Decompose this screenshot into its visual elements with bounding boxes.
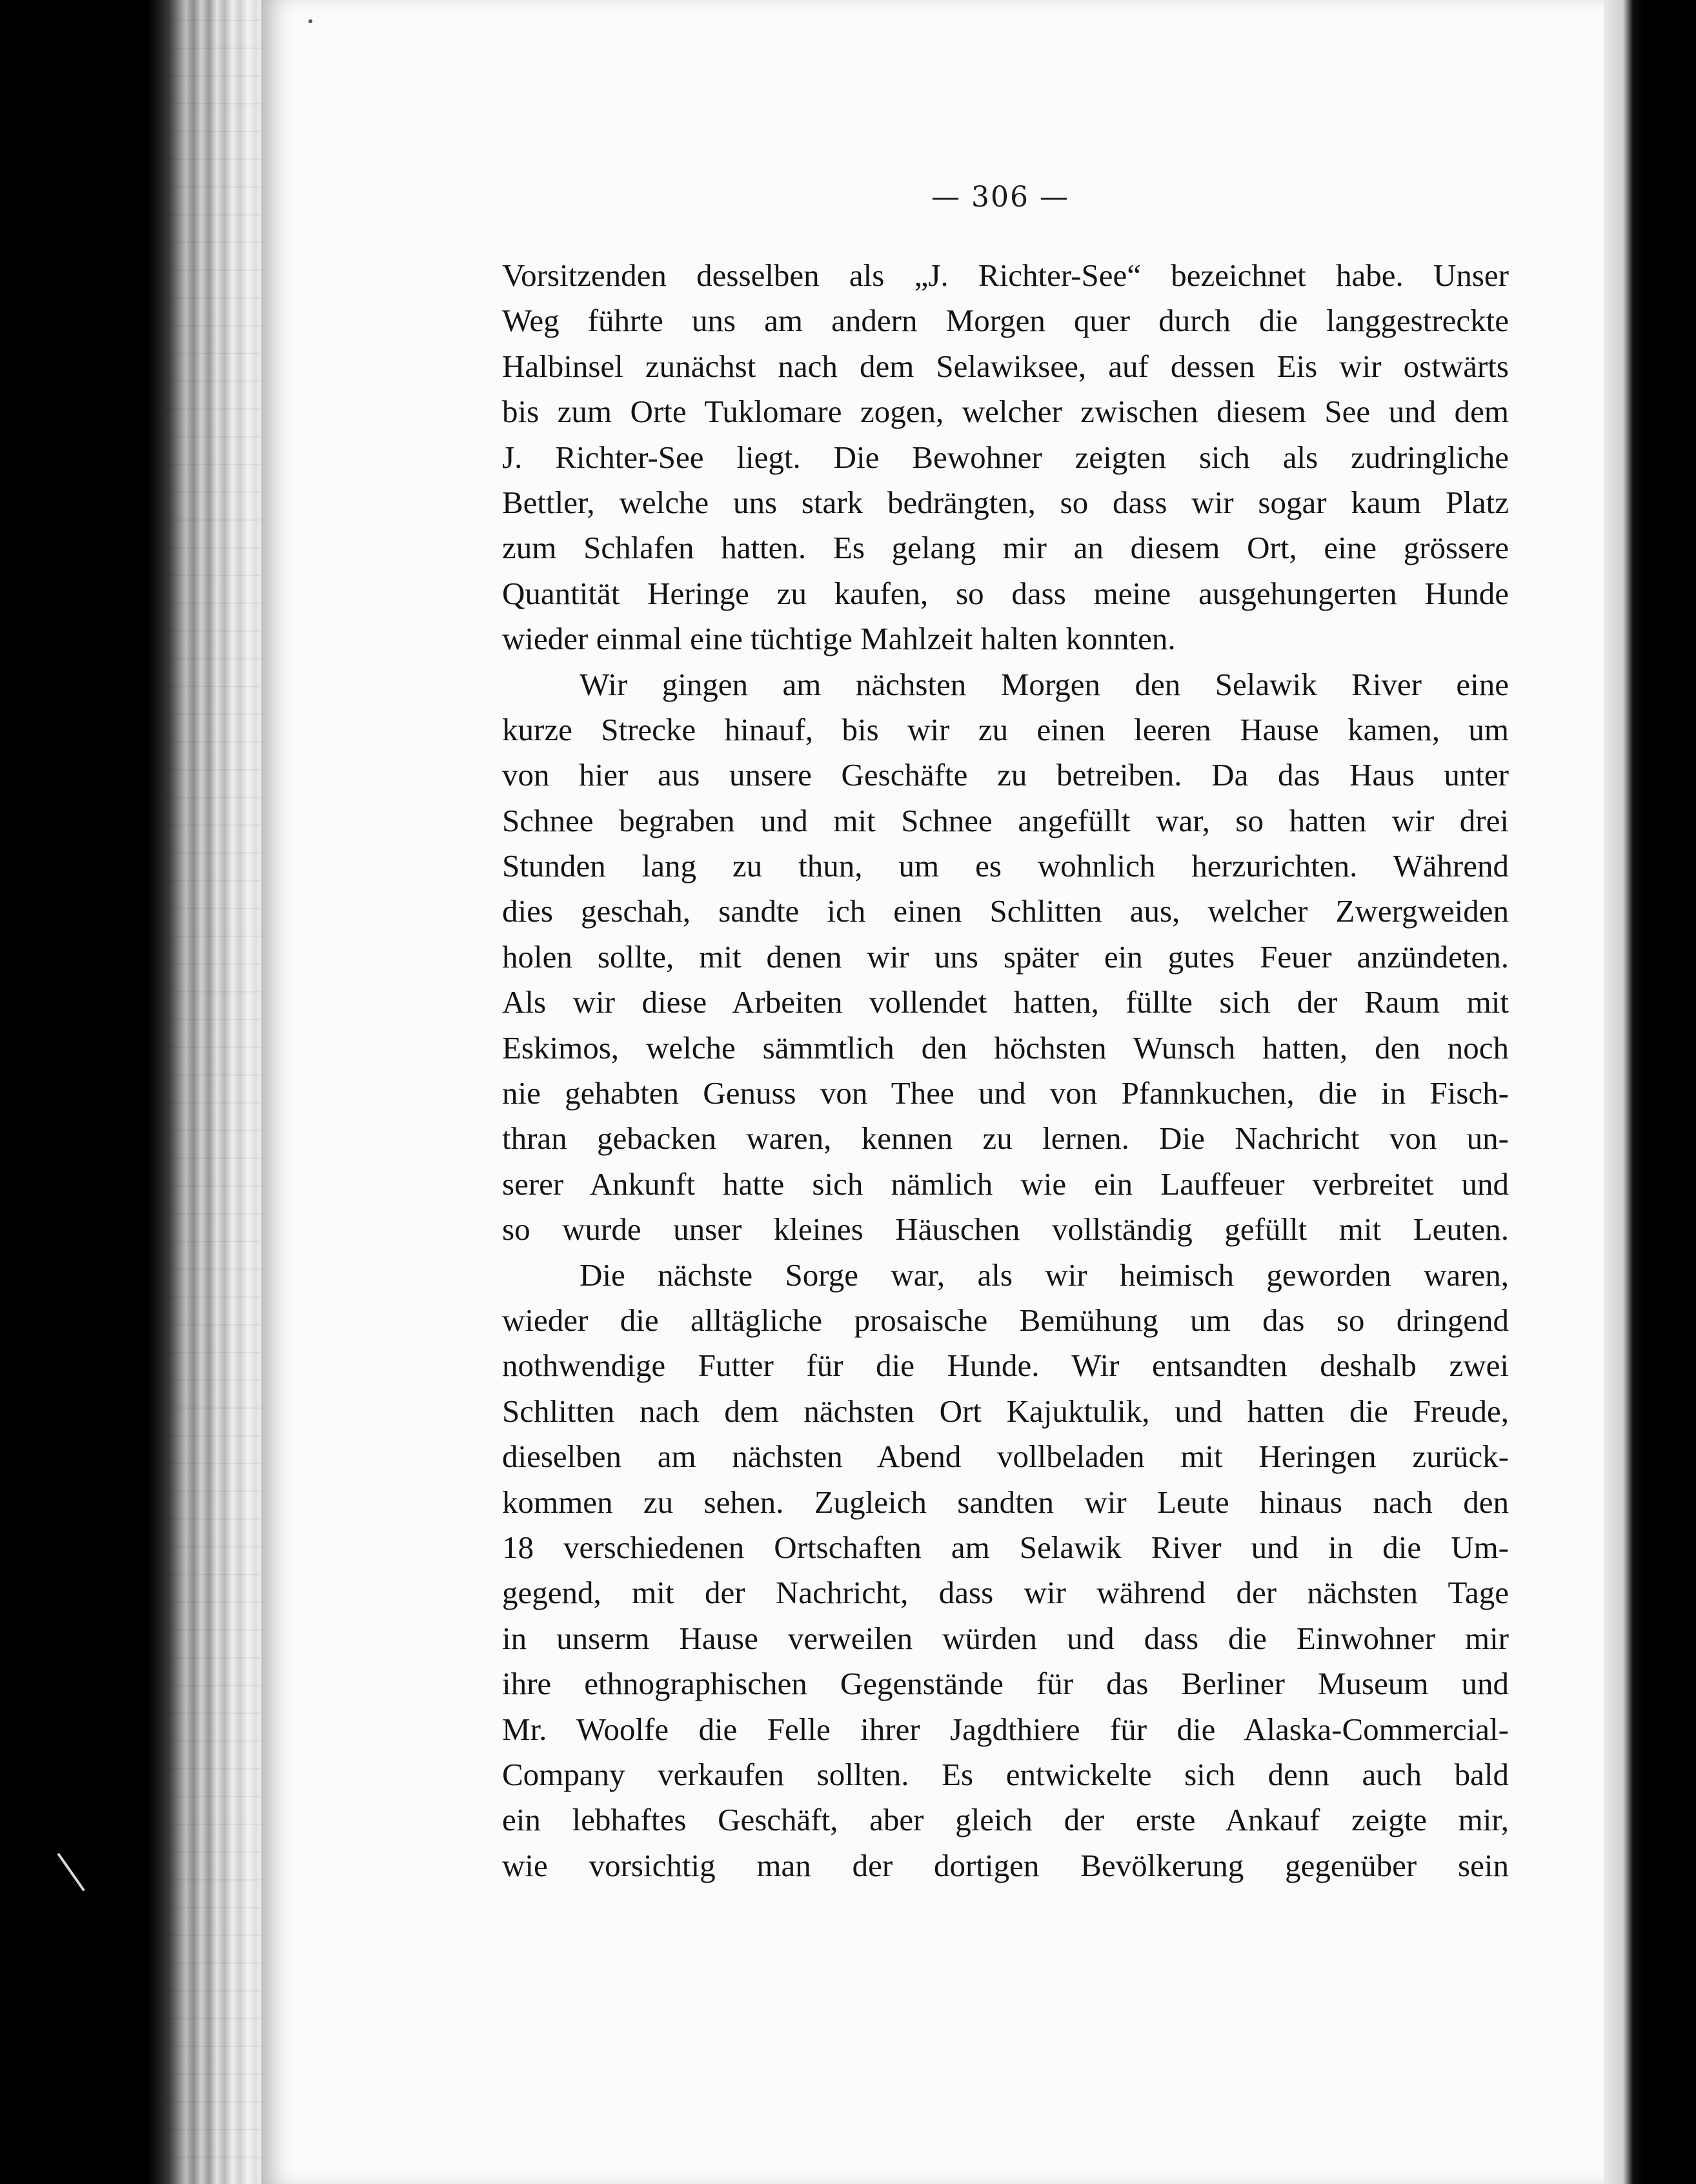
text-line: so wurde unser kleines Häuschen vollständig gefüllt mit Leuten. [502, 1211, 1509, 1248]
text-line: Mr. Woolfe die Felle ihrer Jagdthiere für die Alaska-Commercial- [502, 1711, 1509, 1747]
text-line: Vorsitzenden desselben als „J. Richter-See“ bezeichnet habe. Unser [502, 258, 1509, 293]
body-text [502, 253, 1509, 1888]
text-line: thran gebacken waren, kennen zu lernen. Die Nachricht von un- [502, 1120, 1509, 1157]
text-line: nothwendige Futter für die Hunde. Wir entsandten deshalb zwei [502, 1348, 1509, 1384]
text-line: in unserm Hause verweilen würden und dass die Einwohner mir [502, 1620, 1509, 1656]
text-line: dies geschah, sandte ich einen Schlitten aus, welcher Zwergweiden [502, 893, 1509, 929]
text-line: zum Schlafen hatten. Es gelang mir an diesem Ort, eine grössere [502, 530, 1509, 566]
text-line: holen sollte, mit denen wir uns später ein gutes Feuer anzündeten. [502, 938, 1509, 975]
speck [308, 19, 312, 23]
text-line: kurze Strecke hinauf, bis wir zu einen leeren Hause kamen, um [502, 711, 1509, 747]
text-line: J. Richter-See liegt. Die Bewohner zeigten sich als zudringliche [502, 439, 1509, 475]
text-line: kommen zu sehen. Zugleich sandten wir Leute hinaus nach den [502, 1484, 1509, 1520]
text-line: bis zum Orte Tuklomare zogen, welcher zwischen diesem See und dem [502, 394, 1509, 430]
text-line: wie vorsichtig man der dortigen Bevölkerung gegenüber sein [502, 1847, 1509, 1883]
text-line: Bettler, welche uns stark bedrängten, so dass wir sogar kaum Platz [502, 484, 1509, 520]
text-line: gegend, mit der Nachricht, dass wir während der nächsten Tage [502, 1575, 1509, 1611]
text-line: nie gehabten Genuss von Thee und von Pfannkuchen, die in Fisch- [502, 1075, 1509, 1111]
text-line: Company verkaufen sollten. Es entwickelte sich denn auch bald [502, 1756, 1509, 1792]
text-line: wieder die alltägliche prosaische Bemühung um das so dringend [502, 1302, 1509, 1338]
page-number-header: — 306 — [931, 181, 1069, 214]
text-line: Wir gingen am nächsten Morgen den Selawik River eine [580, 666, 1509, 702]
text-line: Weg führte uns am andern Morgen quer durch die langgestreckte [502, 303, 1509, 339]
text-line: ein lebhaftes Geschäft, aber gleich der erste Ankauf zeigte mir, [502, 1802, 1509, 1838]
text-line: Schlitten nach dem nächsten Ort Kajuktulik, und hatten die Freude, [502, 1393, 1509, 1429]
text-line: Schnee begraben und mit Schnee angefüllt war, so hatten wir drei [502, 802, 1509, 838]
text-line: 18 verschiedenen Ortschaften am Selawik River und in die Um- [502, 1529, 1509, 1565]
text-line: serer Ankunft hatte sich nämlich wie ein Lauffeuer verbreitet und [502, 1166, 1509, 1202]
text-line: dieselben am nächsten Abend vollbeladen mit Heringen zurück- [502, 1439, 1509, 1475]
text-line: ihre ethnographischen Gegenstände für das Berliner Museum und [502, 1666, 1509, 1702]
book-page-edges [0, 0, 271, 2184]
text-line: Quantität Heringe zu kaufen, so dass meine ausgehungerten Hunde [502, 575, 1509, 611]
text-line: Stunden lang zu thun, um es wohnlich herzurichten. Während [502, 848, 1509, 884]
text-line: von hier aus unsere Geschäfte zu betreiben. Da das Haus unter [502, 757, 1509, 793]
text-line: Als wir diese Arbeiten vollendet hatten, füllte sich der Raum mit [502, 984, 1509, 1020]
text-line: Halbinsel zunächst nach dem Selawiksee, auf dessen Eis wir ostwärts [502, 348, 1509, 384]
right-page-edge [1604, 0, 1696, 2184]
text-line: Eskimos, welche sämmtlich den höchsten Wunsch hatten, den noch [502, 1029, 1509, 1066]
text-line: Die nächste Sorge war, als wir heimisch geworden waren, [580, 1257, 1509, 1293]
text-line: wieder einmal eine tüchtige Mahlzeit halten konnten. [502, 621, 1176, 657]
